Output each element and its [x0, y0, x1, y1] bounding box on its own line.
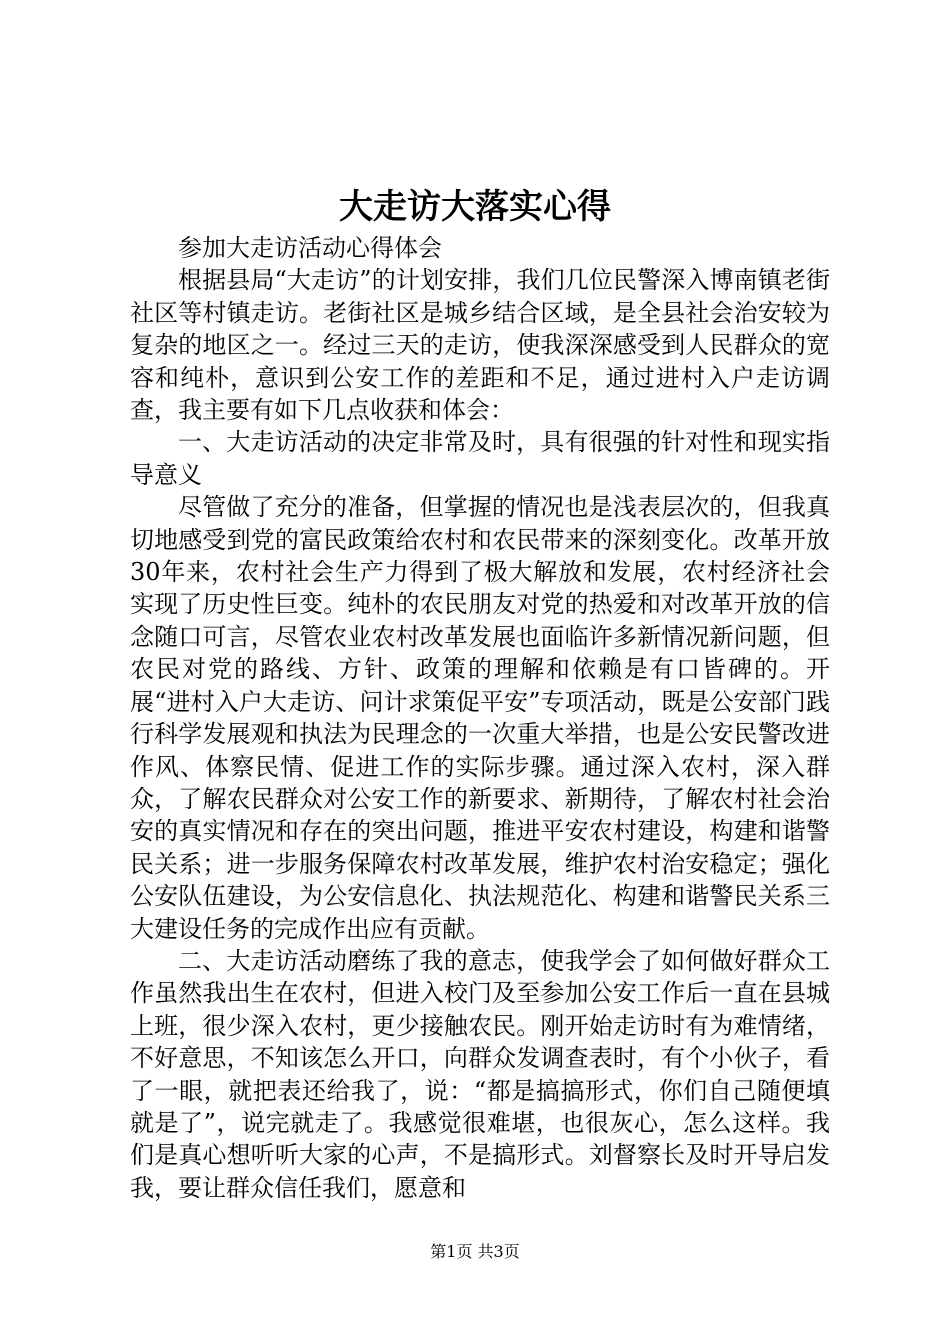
paragraph-heading-two: 二、大走访活动磨练了我的意志，使我学会了如何做好群众工作虽然我出生在农村，但进入校门及至参加公安工作后一直在县城上班，很少深入农村，更少接触农民。刚开始走访时有为难情绪，不好意思，不知该怎么开口，向群众发调查表时，有个小伙子，看了一眼，就把表还给我了，说：“都是搞搞形式，你们自己随便填就是了”，说完就走了。我感觉很难堪，也很灰心，怎么这样。我们是真心想听听大家的心声，不是搞形式。刘督察长及时开导启发我，要让群众信任我们，愿意和 — [130, 946, 830, 1202]
paragraph-body-one: 尽管做了充分的准备，但掌握的情况也是浅表层次的，但我真切地感受到党的富民政策给农村和农民带来的深刻变化。改革开放30年来，农村社会生产力得到了极大解放和发展，农村经济社会实现了历史性巨变。纯朴的农民朋友对党的热爱和对改革开放的信念随口可言，尽管农业农村改革发展也面临许多新情况新问题，但农民对党的路线、方针、政策的理解和依赖是有口皆碑的。开展“进村入户大走访、问计求策促平安”专项活动，既是公安部门践行科学发展观和执法为民理念的一次重大举措，也是公安民警改进作风、体察民情、促进工作的实际步骤。通过深入农村，深入群众，了解农民群众对公安工作的新要求、新期待，了解农村社会治安的真实情况和存在的突出问题，推进平安农村建设，构建和谐警民关系；进一步服务保障农村改革发展，维护农村治安稳定；强化公安队伍建设，为公安信息化、执法规范化、构建和谐警民关系三大建设任务的完成作出应有贡献。 — [130, 493, 830, 943]
paragraph-intro: 根据县局“大走访”的计划安排，我们几位民警深入博南镇老街社区等村镇走访。老街社区是城乡结合区域，是全县社会治安较为复杂的地区之一。经过三天的走访，使我深深感受到人民群众的宽容和纯朴，意识到公安工作的差距和不足，通过进村入户走访调查，我主要有如下几点收获和体会： — [130, 266, 830, 425]
page-footer: 第1页 共3页 — [430, 1242, 520, 1261]
page-title: 大走访大落实心得 — [339, 187, 611, 227]
document-body — [130, 232, 830, 1204]
paragraph-heading-one: 一、大走访活动的决定非常及时，具有很强的针对性和现实指导意义 — [130, 428, 830, 489]
paragraph-subtitle: 参加大走访活动心得体会 — [178, 234, 442, 262]
